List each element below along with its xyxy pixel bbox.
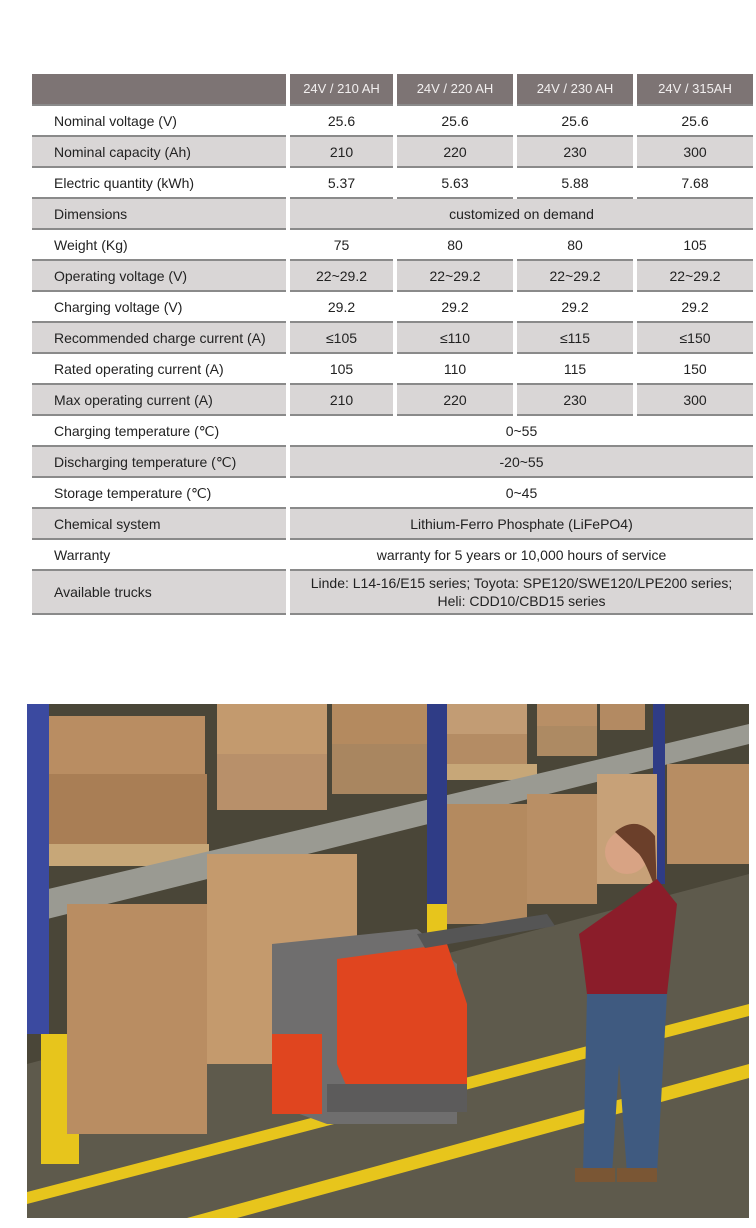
row-merged-value: 0~45 [290, 478, 753, 509]
row-value: 29.2 [397, 292, 513, 323]
row-value: 105 [290, 354, 393, 385]
row-value: 230 [517, 137, 633, 168]
row-value: ≤150 [637, 323, 753, 354]
row-label: Nominal capacity (Ah) [32, 137, 286, 168]
row-value: 22~29.2 [517, 261, 633, 292]
column-header: 24V / 230 AH [517, 74, 633, 106]
row-value: ≤105 [290, 323, 393, 354]
trucks-line: Heli: CDD10/CBD15 series [437, 593, 606, 609]
row-value: 22~29.2 [397, 261, 513, 292]
row-label: Dimensions [32, 199, 286, 230]
row-value: 29.2 [517, 292, 633, 323]
row-merged-value [290, 571, 753, 615]
row-value: 115 [517, 354, 633, 385]
trucks-line: Linde: L14-16/E15 series; Toyota: SPE120/SWE120/LPE200 series; [310, 575, 733, 591]
row-value: 5.37 [290, 168, 393, 199]
row-label: Available trucks [32, 571, 286, 615]
row-merged-value: 0~55 [290, 416, 753, 447]
row-value: 25.6 [397, 106, 513, 137]
warehouse-scene-illustration [27, 704, 749, 1218]
row-value: ≤110 [397, 323, 513, 354]
row-value: 75 [290, 230, 393, 261]
row-value: 5.88 [517, 168, 633, 199]
row-merged-value: -20~55 [290, 447, 753, 478]
row-value: 300 [637, 385, 753, 416]
row-label: Weight (Kg) [32, 230, 286, 261]
row-value: 25.6 [517, 106, 633, 137]
row-value: 80 [397, 230, 513, 261]
row-value: ≤115 [517, 323, 633, 354]
row-value: 210 [290, 385, 393, 416]
row-label: Chemical system [32, 509, 286, 540]
row-value: 25.6 [637, 106, 753, 137]
row-label: Recommended charge current (A) [32, 323, 286, 354]
row-value: 25.6 [290, 106, 393, 137]
column-header: 24V / 220 AH [397, 74, 513, 106]
row-value: 29.2 [637, 292, 753, 323]
spec-table [32, 74, 753, 615]
row-value: 220 [397, 385, 513, 416]
row-value: 80 [517, 230, 633, 261]
row-label: Rated operating current (A) [32, 354, 286, 385]
row-label: Discharging temperature (℃) [32, 447, 286, 478]
row-label: Storage temperature (℃) [32, 478, 286, 509]
row-value: 110 [397, 354, 513, 385]
row-value: 150 [637, 354, 753, 385]
row-label: Nominal voltage (V) [32, 106, 286, 137]
row-label: Warranty [32, 540, 286, 571]
row-merged-value: customized on demand [290, 199, 753, 230]
row-value: 105 [637, 230, 753, 261]
row-label: Charging voltage (V) [32, 292, 286, 323]
row-label: Max operating current (A) [32, 385, 286, 416]
row-value: 300 [637, 137, 753, 168]
column-header: 24V / 210 AH [290, 74, 393, 106]
row-value: 220 [397, 137, 513, 168]
warehouse-photo [27, 704, 749, 1218]
row-value: 230 [517, 385, 633, 416]
row-label: Operating voltage (V) [32, 261, 286, 292]
row-merged-value: warranty for 5 years or 10,000 hours of service [290, 540, 753, 571]
row-value: 5.63 [397, 168, 513, 199]
row-value: 22~29.2 [290, 261, 393, 292]
column-header: 24V / 315AH [637, 74, 753, 106]
row-merged-value: Lithium-Ferro Phosphate (LiFePO4) [290, 509, 753, 540]
row-value: 29.2 [290, 292, 393, 323]
row-value: 210 [290, 137, 393, 168]
row-label: Charging temperature (℃) [32, 416, 286, 447]
header-corner [32, 74, 286, 106]
row-value: 7.68 [637, 168, 753, 199]
row-label: Electric quantity (kWh) [32, 168, 286, 199]
row-value: 22~29.2 [637, 261, 753, 292]
